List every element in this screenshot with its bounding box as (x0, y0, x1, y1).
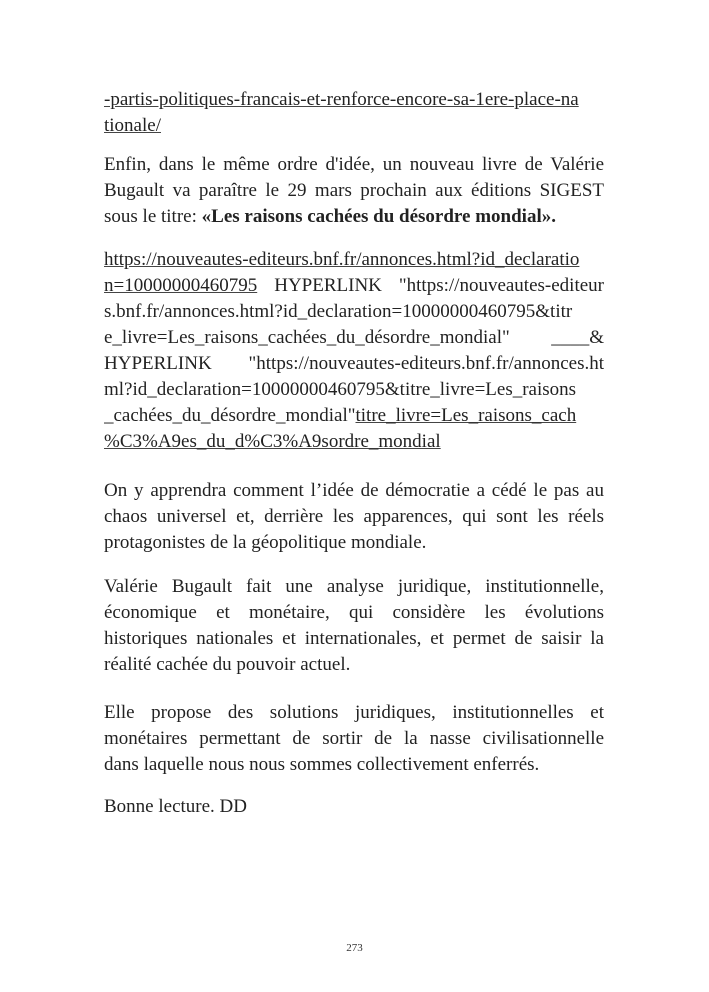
text-line (104, 504, 604, 530)
book-title: «Les raisons cachées du désordre mondial». (201, 206, 556, 227)
text-line (104, 299, 604, 325)
hyperlink[interactable]: tionale/ (104, 115, 161, 136)
text-span: HYPERLINK "https://nouveautes-editeur (257, 275, 604, 296)
hyperlink[interactable]: https://nouveautes-editeurs.bnf.fr/annonces.html?id_declaratio (104, 249, 580, 270)
text-line (104, 152, 604, 178)
hyperlink[interactable]: %C3%A9es_du_d%C3%A9sordre_mondial (104, 431, 441, 452)
text-line (104, 530, 604, 556)
text-span: monétaires permettant de sortir de la nasse civilisationnelle (104, 728, 604, 749)
text-line (104, 247, 604, 273)
text-span: chaos universel et, derrière les apparences, qui sont les réels (104, 506, 604, 527)
text-span: On y apprendra comment l’idée de démocratie a cédé le pas au (104, 480, 604, 501)
text-span: _cachées_du_désordre_mondial" (104, 405, 356, 426)
text-span: Enfin, dans le même ordre d'idée, un nouveau livre de Valérie (104, 154, 604, 175)
text-line (104, 273, 604, 299)
hyperlink[interactable]: n=10000000460795 (104, 275, 258, 296)
text-line (104, 626, 604, 652)
text-line (104, 325, 604, 351)
text-span: HYPERLINK "https://nouveautes-editeurs.bnf.fr/annonces.ht (104, 353, 604, 374)
page-number: 273 (346, 942, 363, 954)
text-span: sous le titre: (104, 206, 202, 227)
text-line (104, 752, 604, 778)
text-span: Elle propose des solutions juridiques, institutionnelles et (104, 702, 604, 723)
text-line (104, 574, 604, 600)
text-line (104, 87, 604, 113)
text-span: s.bnf.fr/annonces.html?id_declaration=10000000460795&titr (104, 301, 573, 322)
text-span: ml?id_declaration=10000000460795&titre_livre=Les_raisons (104, 379, 577, 400)
text-line (104, 726, 604, 752)
text-line (104, 600, 604, 626)
text-line (104, 652, 604, 678)
text-span: historiques nationales et internationales, et permet de saisir la (104, 628, 604, 649)
text-span: & (589, 327, 604, 348)
text-line (104, 429, 604, 455)
text-line (104, 794, 604, 820)
hyperlink[interactable]: titre_livre=Les_raisons_cach (355, 405, 577, 426)
text-line (104, 113, 604, 139)
text-span: Bugault va paraître le 29 mars prochain aux éditions SIGEST (104, 180, 604, 201)
text-span: économique et monétaire, qui considère les évolutions (104, 602, 604, 623)
text-line (104, 351, 604, 377)
text-line (104, 178, 604, 204)
text-span: e_livre=Les_raisons_cachées_du_désordre_mondial" (104, 327, 552, 348)
text-line (104, 700, 604, 726)
text-span: dans laquelle nous nous sommes collectivement enferrés. (104, 754, 540, 775)
text-span: Valérie Bugault fait une analyse juridique, institutionnelle, (104, 576, 604, 597)
text-line (104, 204, 604, 230)
text-line (104, 403, 604, 429)
text-span: ____ (551, 327, 590, 348)
text-span: Bonne lecture. DD (104, 796, 247, 817)
text-line (104, 478, 604, 504)
text-span: protagonistes de la géopolitique mondiale. (104, 532, 427, 553)
text-span: réalité cachée du pouvoir actuel. (104, 654, 351, 675)
text-line (104, 377, 604, 403)
hyperlink[interactable]: -partis-politiques-francais-et-renforce-encore-sa-1ere-place-na (104, 89, 579, 110)
